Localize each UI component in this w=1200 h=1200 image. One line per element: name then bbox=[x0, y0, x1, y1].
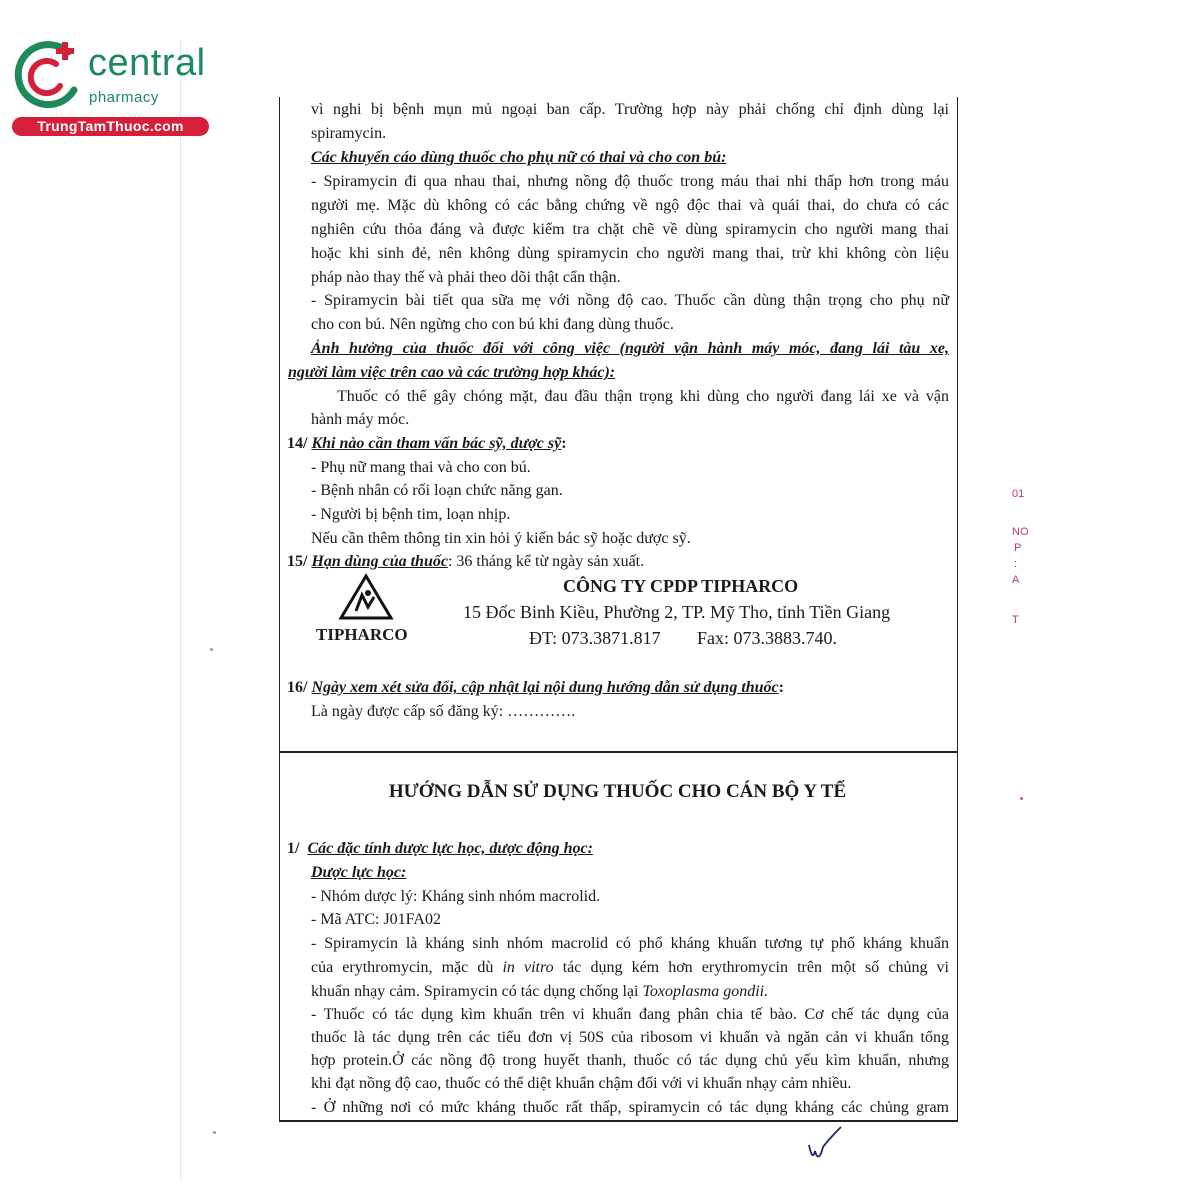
section-title: Khi nào cần tham vấn bác sỹ, dược sỹ bbox=[311, 435, 562, 452]
brand-website-badge[interactable]: TrungTamThuoc.com bbox=[12, 117, 209, 136]
company-fax: Fax: 073.3883.740. bbox=[697, 628, 838, 648]
section-divider bbox=[279, 751, 958, 753]
section-number: 16/ bbox=[287, 679, 308, 696]
section-number: 14/ bbox=[287, 435, 308, 452]
signature-mark-icon bbox=[805, 1125, 845, 1165]
margin-fragment: 01 bbox=[1012, 488, 1025, 500]
section-15 bbox=[287, 552, 644, 572]
text-line: nghiên cứu thỏa đáng và được kiểm tra chặt chẽ về dùng spiramycin cho người mang thai bbox=[311, 221, 949, 238]
tipharco-logo-icon bbox=[338, 573, 394, 621]
section-text: : 36 tháng kể từ ngày sản xuất. bbox=[447, 553, 645, 570]
italic-term: in vitro bbox=[502, 959, 554, 976]
heading-pregnancy: Các khuyến cáo dùng thuốc cho phụ nữ có thai và cho con bú: bbox=[311, 149, 727, 166]
company-name: CÔNG TY CPDP TIPHARCO bbox=[563, 576, 799, 596]
scan-speck bbox=[1020, 797, 1023, 800]
margin-fragment: T bbox=[1012, 614, 1019, 626]
section-title: Hạn dùng của thuốc bbox=[311, 553, 448, 570]
scan-speck bbox=[210, 648, 213, 651]
text-line: - Spiramycin đi qua nhau thai, nhưng nồng độ thuốc trong máu thai nhi thấp hơn trong máu bbox=[311, 173, 949, 190]
text-line: hoặc khi sinh đẻ, nên không dùng spiramycin cho người mang thai, trừ khi không còn liệu bbox=[311, 245, 949, 262]
text-line: cho con bú. Nên ngừng cho con bú khi đang dùng thuốc. bbox=[311, 316, 674, 333]
page-title: HƯỚNG DẪN SỬ DỤNG THUỐC CHO CÁN BỘ Y TẾ bbox=[388, 781, 847, 802]
text-span: khuẩn nhạy cảm. Spiramycin có tác dụng chống lại bbox=[311, 983, 643, 1000]
section-title: Các đặc tính dược lực học, dược động học: bbox=[307, 840, 593, 857]
section-colon: : bbox=[561, 435, 567, 452]
scan-edge-line bbox=[180, 40, 181, 1180]
text-line: spiramycin. bbox=[311, 125, 387, 142]
list-item: - Mã ATC: J01FA02 bbox=[311, 911, 441, 928]
text-line bbox=[311, 982, 768, 1002]
text-line: - Spiramycin bài tiết qua sữa mẹ với nồng độ cao. Thuốc cần dùng thận trọng cho phụ nữ bbox=[311, 292, 949, 309]
text-line: khi đạt nồng độ cao, thuốc có thể diệt khuẩn chậm đối với vi khuẩn nhạy cảm nhiều. bbox=[311, 1075, 852, 1092]
text-line: thuốc là tác dụng trên các tiểu đơn vị 50S của ribosom vi khuẩn và ngăn cản vi khuẩn tổng bbox=[311, 1029, 949, 1046]
list-item: - Bệnh nhân có rối loạn chức năng gan. bbox=[311, 482, 563, 499]
text-span: của erythromycin, mặc dù bbox=[311, 959, 503, 976]
list-item: - Phụ nữ mang thai và cho con bú. bbox=[311, 459, 531, 476]
section-number: 15/ bbox=[287, 553, 308, 570]
section-16 bbox=[287, 678, 784, 698]
brand-name: central bbox=[88, 42, 206, 84]
text-line: - Thuốc có tác dụng kìm khuẩn trên vi khuẩn đang phân chia tế bào. Cơ chế tác dụng của bbox=[311, 1006, 949, 1023]
text-line bbox=[311, 958, 949, 978]
text-line: pháp nào thay thế và phải theo dõi thật cẩn thận. bbox=[311, 269, 621, 286]
text-line: - Spiramycin là kháng sinh nhóm macrolid có phổ kháng khuẩn tương tự phổ kháng khuẩn bbox=[311, 935, 949, 952]
text-span: tác dụng kém hơn erythromycin trên một số chủng vi bbox=[553, 959, 950, 976]
margin-fragment: NO bbox=[1012, 526, 1029, 538]
list-item: - Nhóm dược lý: Kháng sinh nhóm macrolid. bbox=[311, 888, 601, 905]
text-line: Là ngày được cấp số đăng ký: …………. bbox=[311, 703, 576, 720]
tipharco-label: TIPHARCO bbox=[316, 625, 408, 644]
company-phone: ĐT: 073.3871.817 bbox=[529, 628, 661, 648]
section-14 bbox=[287, 434, 567, 454]
text-line: người mẹ. Mặc dù không có các bằng chứng về ngộ độc thai và quái thai, do chưa có các bbox=[311, 197, 949, 214]
text-line: - Ở những nơi có mức kháng thuốc rất thấp, spiramycin có tác dụng kháng các chủng gram bbox=[311, 1099, 949, 1116]
margin-fragment: P bbox=[1014, 542, 1022, 554]
brand-subtitle: pharmacy bbox=[89, 89, 159, 106]
text-line: hợp protein.Ở các nồng độ trong huyết thanh, thuốc có tác dụng chủ yếu kìm khuẩn, nhưng bbox=[311, 1052, 949, 1069]
heading-work-effects: Ảnh hưởng của thuốc đối với công việc (người vận hành máy móc, đang lái tàu xe, bbox=[311, 340, 949, 357]
list-item: - Người bị bệnh tim, loạn nhịp. bbox=[311, 506, 511, 523]
company-address: 15 Đốc Binh Kiều, Phường 2, TP. Mỹ Tho, tỉnh Tiền Giang bbox=[463, 602, 891, 622]
margin-fragment: : bbox=[1014, 558, 1018, 570]
margin-fragment: A bbox=[1012, 574, 1020, 586]
text-line: hành máy móc. bbox=[311, 411, 410, 428]
section-colon: : bbox=[778, 679, 784, 696]
scan-speck bbox=[213, 1131, 216, 1134]
section-title: Ngày xem xét sửa đổi, cập nhật lại nội dung hướng dẫn sử dụng thuốc bbox=[311, 679, 779, 696]
section-1 bbox=[287, 839, 593, 859]
section-number: 1/ bbox=[287, 840, 300, 857]
subheading-pharmacodynamics: Dược lực học: bbox=[311, 864, 407, 881]
text-line: Nếu cần thêm thông tin xin hỏi ý kiến bác sỹ hoặc dược sỹ. bbox=[311, 530, 691, 547]
text-line: Thuốc có thể gây chóng mặt, đau đầu thận trọng khi dùng cho người đang lái xe và vận bbox=[337, 388, 949, 405]
heading-work-effects-cont: người làm việc trên cao và các trường hợp khác): bbox=[288, 364, 616, 381]
text-line: vì nghi bị bệnh mụn mủ ngoại ban cấp. Trường hợp này phải chống chỉ định dùng lại bbox=[311, 101, 949, 118]
italic-term: Toxoplasma gondii. bbox=[642, 983, 769, 1000]
